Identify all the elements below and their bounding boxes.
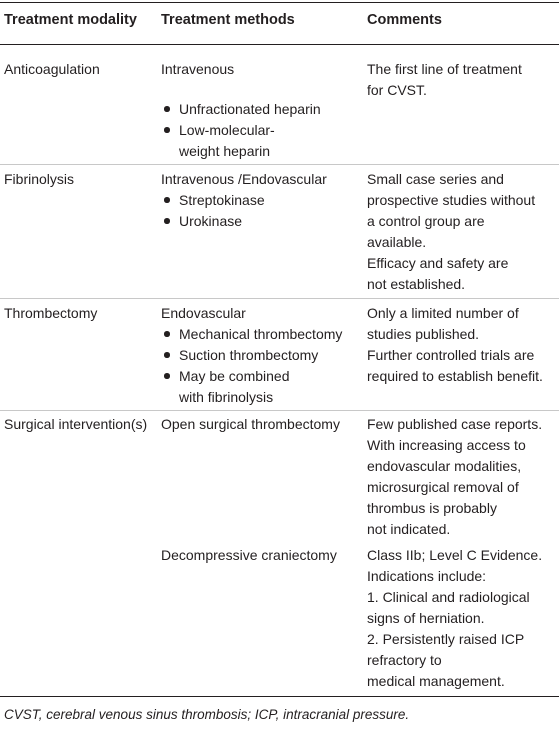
comment-line: 2. Persistently raised ICP xyxy=(367,631,525,647)
modality-cell: Fibrinolysis xyxy=(4,171,75,187)
comment-line: not indicated. xyxy=(367,521,451,537)
modality-cell: Surgical intervention(s) xyxy=(4,416,148,432)
bullet-icon xyxy=(164,127,170,133)
bullet-icon xyxy=(164,373,170,379)
comment-line: With increasing access to xyxy=(367,437,526,453)
modality-cell: Anticoagulation xyxy=(4,61,100,77)
table-top-rule xyxy=(0,2,559,3)
comment-line: 1. Clinical and radiological xyxy=(367,589,530,605)
table-bottom-rule xyxy=(0,696,559,697)
bullet-icon xyxy=(164,352,170,358)
comment-line: Efficacy and safety are xyxy=(367,255,509,271)
comment-line: Only a limited number of xyxy=(367,305,519,321)
row-divider xyxy=(0,410,559,411)
row-divider xyxy=(0,298,559,299)
table-footnote: CVST, cerebral venous sinus thrombosis; ICP, intracranial pressure. xyxy=(4,707,410,722)
treatment-table: Treatment modality Treatment methods Comments Anticoagulation Intravenous Unfractionated heparin Low-molecular- weight heparin The first line of treatment for CVST. Fibrinolysis Intravenous /Endovascular Streptokinase Urokinase Small case series and prospective studies without a control group are available. Efficacy and safety are not established. Thrombectomy Endovascular Mechanical thrombectomy Suction thrombectomy May be combined with fibrinolysis Only a limited number of studies published. Further controlled trials are required to establish benefit. Surgical intervention(s) Open surgical thrombectomy Few published case reports. With increasing access to endovascular modalities, microsurgical removal of thrombus is probably not indicated. Decompressive craniectomy Class IIb; Level C Evidence. Indications include: 1. Clinical and radiological signs of herniation. 2. Persistently raised ICP refractory to medical management. CVST, cerebral venous sinus thrombosis; ICP, intracranial pressure. xyxy=(0,0,559,733)
comment-line: thrombus is probably xyxy=(367,500,497,516)
bullet-icon xyxy=(164,197,170,203)
method-cell: Intravenous xyxy=(161,61,235,77)
method-bullet-continuation: with fibrinolysis xyxy=(179,389,274,405)
comment-line: required to establish benefit. xyxy=(367,368,543,384)
header-treatment-modality: Treatment modality xyxy=(4,12,137,28)
comment-line: Class IIb; Level C Evidence. xyxy=(367,547,543,563)
comment-line: medical management. xyxy=(367,673,505,689)
row-divider xyxy=(0,164,559,165)
method-cell: Intravenous /Endovascular xyxy=(161,171,327,187)
method-cell: Open surgical thrombectomy xyxy=(161,416,340,432)
bullet-icon xyxy=(164,106,170,112)
bullet-icon xyxy=(164,331,170,337)
header-comments: Comments xyxy=(367,12,442,28)
comment-line: Further controlled trials are xyxy=(367,347,535,363)
comment-line: Indications include: xyxy=(367,568,487,584)
comment-line: a control group are xyxy=(367,213,485,229)
comment-line: not established. xyxy=(367,276,466,292)
table-header-rule xyxy=(0,44,559,45)
comment-line: Small case series and xyxy=(367,171,504,187)
comment-line: for CVST. xyxy=(367,82,427,98)
comment-line: refractory to xyxy=(367,652,442,668)
comment-line: endovascular modalities, xyxy=(367,458,522,474)
method-bullet-continuation: weight heparin xyxy=(179,143,271,159)
comment-line: signs of herniation. xyxy=(367,610,485,626)
method-cell: Endovascular xyxy=(161,305,246,321)
comment-line: Few published case reports. xyxy=(367,416,543,432)
bullet-icon xyxy=(164,218,170,224)
comment-line: microsurgical removal of xyxy=(367,479,519,495)
comment-line: available. xyxy=(367,234,427,250)
modality-cell: Thrombectomy xyxy=(4,305,98,321)
method-cell: Decompressive craniectomy xyxy=(161,547,337,563)
comment-line: prospective studies without xyxy=(367,192,536,208)
header-treatment-methods: Treatment methods xyxy=(161,12,295,28)
comment-line: The first line of treatment xyxy=(367,61,522,77)
comment-line: studies published. xyxy=(367,326,480,342)
